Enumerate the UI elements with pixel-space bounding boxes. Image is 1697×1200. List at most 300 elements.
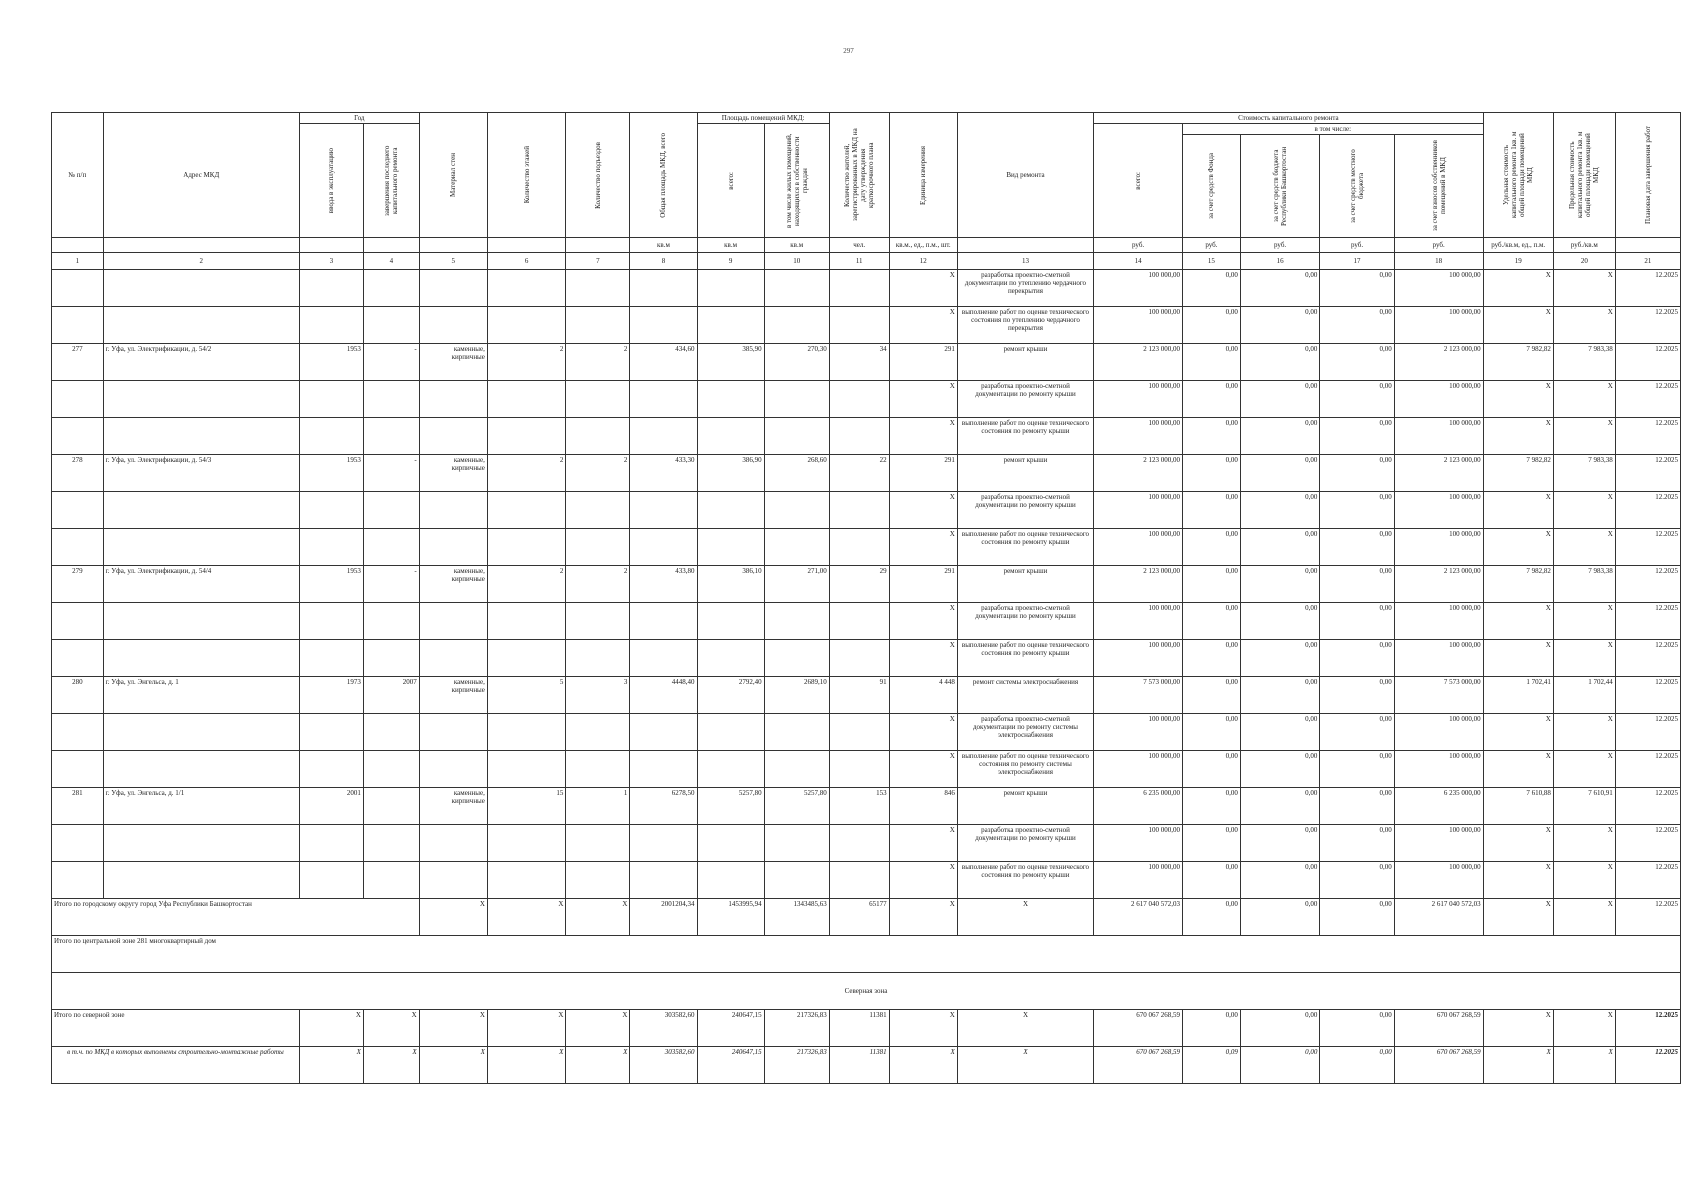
header-entrances-text: Количество подъездов: [593, 141, 602, 209]
row-year-commission: 1973: [299, 677, 363, 714]
row-total-area: [630, 640, 697, 677]
row-year-commission: 1953: [299, 344, 363, 381]
row-specific-cost: X: [1483, 529, 1553, 566]
row-unit: 291: [889, 566, 957, 603]
row-cost-fund: 0,00: [1182, 825, 1240, 862]
row-premises-total: [697, 529, 764, 566]
row-work-type: выполнение работ по оценке технического состояния по ремонту крыши: [957, 640, 1093, 677]
row-specific-cost: 7 982,82: [1483, 455, 1553, 492]
unit-cell: руб.: [1320, 238, 1394, 253]
header-cost-total: [1094, 124, 1183, 238]
row-limit-cost: 7 983,38: [1553, 566, 1615, 603]
row-wall-material: [419, 307, 487, 344]
header-premises-residential: [764, 124, 829, 238]
header-work-type: Вид ремонта: [957, 113, 1093, 238]
row-number: [52, 825, 104, 862]
row-entrances: 2: [566, 344, 630, 381]
row-premises-total: [697, 825, 764, 862]
row-cost-total: 100 000,00: [1094, 529, 1183, 566]
table-row: [52, 825, 1681, 862]
row-specific-cost: X: [1483, 270, 1553, 307]
row-unit: X: [889, 640, 957, 677]
row-entrances: 2: [566, 455, 630, 492]
zone-north-label: Северная зона: [52, 973, 1681, 1010]
row-cost-total: 100 000,00: [1094, 825, 1183, 862]
row-premises-residential: [764, 270, 829, 307]
header-address: Адрес МКД: [103, 113, 299, 238]
row-planned-date: 12.2025: [1615, 714, 1680, 751]
row-floors: 2: [487, 344, 566, 381]
row-cost-owners: 100 000,00: [1394, 751, 1483, 788]
row-floors: [487, 825, 566, 862]
total-north-incl-date: 12.2025: [1615, 1047, 1680, 1084]
row-work-type: разработка проектно-сметной документации по ремонту крыши: [957, 603, 1093, 640]
row-cost-fund: 0,00: [1182, 566, 1240, 603]
total-north-work: X: [957, 1010, 1093, 1047]
row-cost-total: 100 000,00: [1094, 307, 1183, 344]
row-cost-fund: 0,00: [1182, 418, 1240, 455]
row-entrances: 3: [566, 677, 630, 714]
row-cost-fund: 0,00: [1182, 344, 1240, 381]
row-year-commission: [299, 825, 363, 862]
row-year-last-repair: [363, 307, 419, 344]
row-premises-residential: 271,00: [764, 566, 829, 603]
row-premises-total: 386,90: [697, 455, 764, 492]
row-cost-owners: 100 000,00: [1394, 381, 1483, 418]
row-year-last-repair: [363, 640, 419, 677]
total-north-incl-cost-fund: 0,09: [1182, 1047, 1240, 1084]
row-unit: X: [889, 714, 957, 751]
row-premises-residential: [764, 751, 829, 788]
row-residents: [829, 640, 889, 677]
row-cost-owners: 100 000,00: [1394, 640, 1483, 677]
row-address: [103, 714, 299, 751]
row-number: [52, 529, 104, 566]
row-work-type: разработка проектно-сметной документации по утеплению чердачного перекрытия: [957, 270, 1093, 307]
row-total-area: 433,30: [630, 455, 697, 492]
row-specific-cost: 1 702,41: [1483, 677, 1553, 714]
total-north-incl-premises-total: 240647,15: [697, 1047, 764, 1084]
total-ufa-area: 2001204,34: [630, 899, 697, 936]
row-address: [103, 418, 299, 455]
row-floors: [487, 603, 566, 640]
row-floors: 5: [487, 677, 566, 714]
row-residents: 153: [829, 788, 889, 825]
total-north-incl-residents: 11381: [829, 1047, 889, 1084]
page-number: 297: [843, 47, 854, 55]
total-north-incl-cost-owners: 670 067 268,59: [1394, 1047, 1483, 1084]
row-number: [52, 270, 104, 307]
row-residents: [829, 270, 889, 307]
row-year-commission: 1953: [299, 455, 363, 492]
row-premises-total: [697, 862, 764, 899]
column-number: 8: [630, 253, 697, 270]
row-limit-cost: X: [1553, 307, 1615, 344]
row-residents: 91: [829, 677, 889, 714]
row-total-area: 6278,50: [630, 788, 697, 825]
row-wall-material: каменные, кирпичные: [419, 677, 487, 714]
row-total-area: [630, 714, 697, 751]
row-number: [52, 714, 104, 751]
total-central-row: [52, 936, 1681, 973]
row-specific-cost: X: [1483, 492, 1553, 529]
row-floors: [487, 862, 566, 899]
row-year-commission: [299, 307, 363, 344]
row-cost-fund: 0,00: [1182, 862, 1240, 899]
row-limit-cost: 1 702,44: [1553, 677, 1615, 714]
row-specific-cost: X: [1483, 862, 1553, 899]
row-planned-date: 12.2025: [1615, 640, 1680, 677]
unit-cell: руб.: [1394, 238, 1483, 253]
row-number: [52, 603, 104, 640]
row-year-commission: [299, 751, 363, 788]
row-year-commission: [299, 714, 363, 751]
totals-body: [52, 899, 1681, 1084]
row-cost-republic: 0,00: [1240, 270, 1320, 307]
row-address: [103, 492, 299, 529]
row-entrances: 2: [566, 566, 630, 603]
row-year-commission: [299, 381, 363, 418]
row-number: 280: [52, 677, 104, 714]
row-cost-local: 0,00: [1320, 381, 1394, 418]
row-unit: 291: [889, 455, 957, 492]
total-ufa-label: Итого по городскому округу город Уфа Республики Башкортостан: [52, 899, 420, 936]
row-unit: X: [889, 270, 957, 307]
row-wall-material: каменные, кирпичные: [419, 566, 487, 603]
column-number: 16: [1240, 253, 1320, 270]
total-north-premises-residential: 217326,83: [764, 1010, 829, 1047]
row-cost-owners: 7 573 000,00: [1394, 677, 1483, 714]
row-year-last-repair: [363, 381, 419, 418]
row-cost-republic: 0,00: [1240, 677, 1320, 714]
row-residents: [829, 529, 889, 566]
row-cost-republic: 0,00: [1240, 640, 1320, 677]
total-north-incl-material: X: [419, 1047, 487, 1084]
table-row: [52, 455, 1681, 492]
row-address: г. Уфа, ул. Электрификации, д. 54/2: [103, 344, 299, 381]
total-ufa-cost-fund: 0,00: [1182, 899, 1240, 936]
total-ufa-premises-residential: 1343485,63: [764, 899, 829, 936]
row-wall-material: каменные, кирпичные: [419, 455, 487, 492]
row-year-commission: [299, 270, 363, 307]
table-body: [52, 270, 1681, 899]
repair-plan-table-sheet: [51, 112, 1681, 1084]
row-planned-date: 12.2025: [1615, 751, 1680, 788]
row-number: 278: [52, 455, 104, 492]
row-premises-total: [697, 603, 764, 640]
total-ufa-specific-cost: X: [1483, 899, 1553, 936]
row-residents: 29: [829, 566, 889, 603]
row-total-area: [630, 307, 697, 344]
total-north-incl-cost-republic: 0,00: [1240, 1047, 1320, 1084]
row-cost-republic: 0,00: [1240, 307, 1320, 344]
units-row: [52, 238, 1681, 253]
row-number: [52, 418, 104, 455]
row-cost-republic: 0,00: [1240, 603, 1320, 640]
unit-cell: кв.м: [764, 238, 829, 253]
row-premises-residential: [764, 825, 829, 862]
unit-cell: кв.м: [630, 238, 697, 253]
row-cost-republic: 0,00: [1240, 344, 1320, 381]
row-work-type: выполнение работ по оценке технического состояния по утеплению чердачного перекрытия: [957, 307, 1093, 344]
row-address: [103, 640, 299, 677]
row-year-commission: [299, 640, 363, 677]
row-entrances: [566, 270, 630, 307]
row-wall-material: [419, 418, 487, 455]
header-cost-local-text: за счет средств местного бюджета: [1349, 149, 1366, 223]
row-cost-republic: 0,00: [1240, 418, 1320, 455]
header-premises-total-text: всего:: [726, 171, 735, 190]
header-specific-cost-text: Удельная стоимость капитального ремонта 1кв. м общей площади помещений МКД: [1502, 131, 1535, 219]
table-row: [52, 751, 1681, 788]
table-row: [52, 381, 1681, 418]
row-number: [52, 381, 104, 418]
row-cost-owners: 100 000,00: [1394, 492, 1483, 529]
header-cost-republic: [1240, 135, 1320, 238]
total-north-incl-area: 303582,60: [630, 1047, 697, 1084]
row-cost-fund: 0,00: [1182, 788, 1240, 825]
row-limit-cost: X: [1553, 640, 1615, 677]
column-number: 18: [1394, 253, 1483, 270]
row-cost-owners: 100 000,00: [1394, 862, 1483, 899]
row-cost-total: 2 123 000,00: [1094, 455, 1183, 492]
row-residents: [829, 825, 889, 862]
row-planned-date: 12.2025: [1615, 381, 1680, 418]
row-premises-residential: [764, 640, 829, 677]
row-premises-total: [697, 640, 764, 677]
total-north-incl-label: в т.ч. по МКД в которых выполнены строительно-монтажные работы: [52, 1047, 300, 1084]
row-total-area: [630, 825, 697, 862]
row-total-area: [630, 418, 697, 455]
row-residents: [829, 751, 889, 788]
column-number: 4: [363, 253, 419, 270]
column-number: 11: [829, 253, 889, 270]
header-incl: в том числе:: [1182, 124, 1483, 135]
row-planned-date: 12.2025: [1615, 418, 1680, 455]
row-premises-residential: [764, 492, 829, 529]
row-cost-local: 0,00: [1320, 566, 1394, 603]
row-residents: [829, 307, 889, 344]
row-wall-material: [419, 640, 487, 677]
header-total-area-text: Общая площадь МКД, всего: [659, 132, 668, 218]
row-work-type: ремонт крыши: [957, 788, 1093, 825]
row-address: [103, 381, 299, 418]
unit-cell: [1615, 238, 1680, 253]
unit-cell: [566, 238, 630, 253]
table-row: [52, 344, 1681, 381]
row-limit-cost: X: [1553, 492, 1615, 529]
total-north-cost-fund: 0,00: [1182, 1010, 1240, 1047]
column-number: 5: [419, 253, 487, 270]
header-year-commission-text: ввода в эксплуатацию: [327, 147, 336, 214]
row-cost-total: 100 000,00: [1094, 418, 1183, 455]
total-north-cost-local: 0,00: [1320, 1010, 1394, 1047]
row-year-last-repair: 2007: [363, 677, 419, 714]
total-north-incl-year-last-repair: X: [363, 1047, 419, 1084]
column-number: 1: [52, 253, 104, 270]
row-total-area: 433,80: [630, 566, 697, 603]
row-total-area: [630, 270, 697, 307]
table-row: [52, 640, 1681, 677]
row-cost-local: 0,00: [1320, 751, 1394, 788]
row-planned-date: 12.2025: [1615, 344, 1680, 381]
row-specific-cost: 7 982,82: [1483, 566, 1553, 603]
total-ufa-cost-republic: 0,00: [1240, 899, 1320, 936]
total-north-limit-cost: X: [1553, 1010, 1615, 1047]
row-cost-total: 2 123 000,00: [1094, 344, 1183, 381]
row-entrances: [566, 492, 630, 529]
row-work-type: ремонт системы электроснабжения: [957, 677, 1093, 714]
row-cost-fund: 0,00: [1182, 714, 1240, 751]
row-cost-owners: 100 000,00: [1394, 603, 1483, 640]
row-address: [103, 307, 299, 344]
row-cost-owners: 100 000,00: [1394, 529, 1483, 566]
row-cost-republic: 0,00: [1240, 788, 1320, 825]
table-row: [52, 862, 1681, 899]
row-premises-total: [697, 714, 764, 751]
total-ufa-work: X: [957, 899, 1093, 936]
row-total-area: [630, 529, 697, 566]
row-address: г. Уфа, ул. Энгельса, д. 1/1: [103, 788, 299, 825]
row-residents: [829, 603, 889, 640]
table-row: [52, 418, 1681, 455]
header-year-commission: [299, 124, 363, 238]
row-cost-total: 100 000,00: [1094, 862, 1183, 899]
row-cost-republic: 0,00: [1240, 455, 1320, 492]
row-cost-local: 0,00: [1320, 640, 1394, 677]
row-cost-owners: 100 000,00: [1394, 270, 1483, 307]
header-planned-date-text: Плановая дата завершения работ: [1643, 125, 1652, 225]
row-total-area: [630, 492, 697, 529]
row-limit-cost: X: [1553, 862, 1615, 899]
row-entrances: [566, 714, 630, 751]
total-north-cost-republic: 0,00: [1240, 1010, 1320, 1047]
row-planned-date: 12.2025: [1615, 492, 1680, 529]
row-residents: [829, 381, 889, 418]
row-residents: [829, 418, 889, 455]
row-premises-residential: [764, 381, 829, 418]
header-cost-total-text: всего:: [1134, 171, 1143, 190]
row-cost-fund: 0,00: [1182, 751, 1240, 788]
table-row: [52, 788, 1681, 825]
row-cost-fund: 0,00: [1182, 270, 1240, 307]
header-year-group: Год: [299, 113, 419, 124]
header-year-last-repair-text: завершения последнего капитального ремонта: [383, 145, 400, 216]
row-cost-republic: 0,00: [1240, 566, 1320, 603]
row-floors: 15: [487, 788, 566, 825]
row-year-last-repair: [363, 788, 419, 825]
row-cost-local: 0,00: [1320, 492, 1394, 529]
header-entrances: [566, 113, 630, 238]
row-total-area: 434,60: [630, 344, 697, 381]
row-work-type: разработка проектно-сметной документации по ремонту крыши: [957, 825, 1093, 862]
header-premises-total: [697, 124, 764, 238]
row-premises-residential: 2689,10: [764, 677, 829, 714]
row-year-last-repair: -: [363, 455, 419, 492]
total-north-incl-cost-total: 670 067 268,59: [1094, 1047, 1183, 1084]
row-premises-total: [697, 307, 764, 344]
header-premises-group: Площадь помещений МКД:: [697, 113, 829, 124]
row-unit: 846: [889, 788, 957, 825]
row-wall-material: [419, 714, 487, 751]
row-year-last-repair: [363, 751, 419, 788]
row-unit: 291: [889, 344, 957, 381]
row-wall-material: [419, 381, 487, 418]
total-north-incl-specific-cost: X: [1483, 1047, 1553, 1084]
row-address: [103, 751, 299, 788]
total-ufa-date: 12.2025: [1615, 899, 1680, 936]
row-entrances: 1: [566, 788, 630, 825]
row-total-area: [630, 603, 697, 640]
row-address: [103, 825, 299, 862]
total-north-incl-cost-local: 0,00: [1320, 1047, 1394, 1084]
row-cost-republic: 0,00: [1240, 529, 1320, 566]
row-limit-cost: X: [1553, 603, 1615, 640]
header-premises-residential-text: в том числе жилых помещений, находящихся в собственности граждан: [784, 133, 809, 228]
row-specific-cost: 7 982,82: [1483, 344, 1553, 381]
total-ufa-unit: X: [889, 899, 957, 936]
header-cost-local: [1320, 135, 1394, 238]
row-address: [103, 862, 299, 899]
total-ufa-cost-local: 0,00: [1320, 899, 1394, 936]
row-year-last-repair: -: [363, 344, 419, 381]
total-north-floors: X: [487, 1010, 566, 1047]
header-year-last-repair: [363, 124, 419, 238]
total-north-entrances: X: [566, 1010, 630, 1047]
row-number: [52, 640, 104, 677]
row-wall-material: каменные, кирпичные: [419, 788, 487, 825]
column-number: 20: [1553, 253, 1615, 270]
row-limit-cost: X: [1553, 270, 1615, 307]
row-entrances: [566, 529, 630, 566]
row-unit: X: [889, 751, 957, 788]
row-floors: [487, 751, 566, 788]
unit-cell: чел.: [829, 238, 889, 253]
total-ufa-row: [52, 899, 1681, 936]
row-cost-local: 0,00: [1320, 677, 1394, 714]
row-cost-owners: 100 000,00: [1394, 307, 1483, 344]
row-residents: [829, 714, 889, 751]
header-limit-cost-text: Предельная стоимость капитального ремонта 1кв. м общей площади помещений МКД: [1568, 131, 1601, 219]
unit-cell: руб.: [1182, 238, 1240, 253]
total-north-label: Итого по северной зоне: [52, 1010, 300, 1047]
row-cost-fund: 0,00: [1182, 603, 1240, 640]
total-north-cost-total: 670 067 268,59: [1094, 1010, 1183, 1047]
row-wall-material: [419, 862, 487, 899]
row-number: 277: [52, 344, 104, 381]
table-row: [52, 677, 1681, 714]
unit-cell: [487, 238, 566, 253]
unit-cell: руб.: [1240, 238, 1320, 253]
header-num: № п/п: [52, 113, 104, 238]
header-cost-owners-text: за счет взносов собственников помещений в МКД: [1430, 140, 1447, 232]
column-number: 6: [487, 253, 566, 270]
column-number: 13: [957, 253, 1093, 270]
row-specific-cost: X: [1483, 751, 1553, 788]
total-ufa-entrances: X: [566, 899, 630, 936]
row-planned-date: 12.2025: [1615, 566, 1680, 603]
table-header: [52, 113, 1681, 270]
header-total-area: [630, 113, 697, 238]
zone-north-row: [52, 973, 1681, 1010]
header-residents: [829, 113, 889, 238]
row-number: [52, 307, 104, 344]
total-north-incl-floors: X: [487, 1047, 566, 1084]
row-premises-residential: [764, 862, 829, 899]
row-cost-owners: 2 123 000,00: [1394, 566, 1483, 603]
row-year-last-repair: [363, 492, 419, 529]
header-wall-material: [419, 113, 487, 238]
